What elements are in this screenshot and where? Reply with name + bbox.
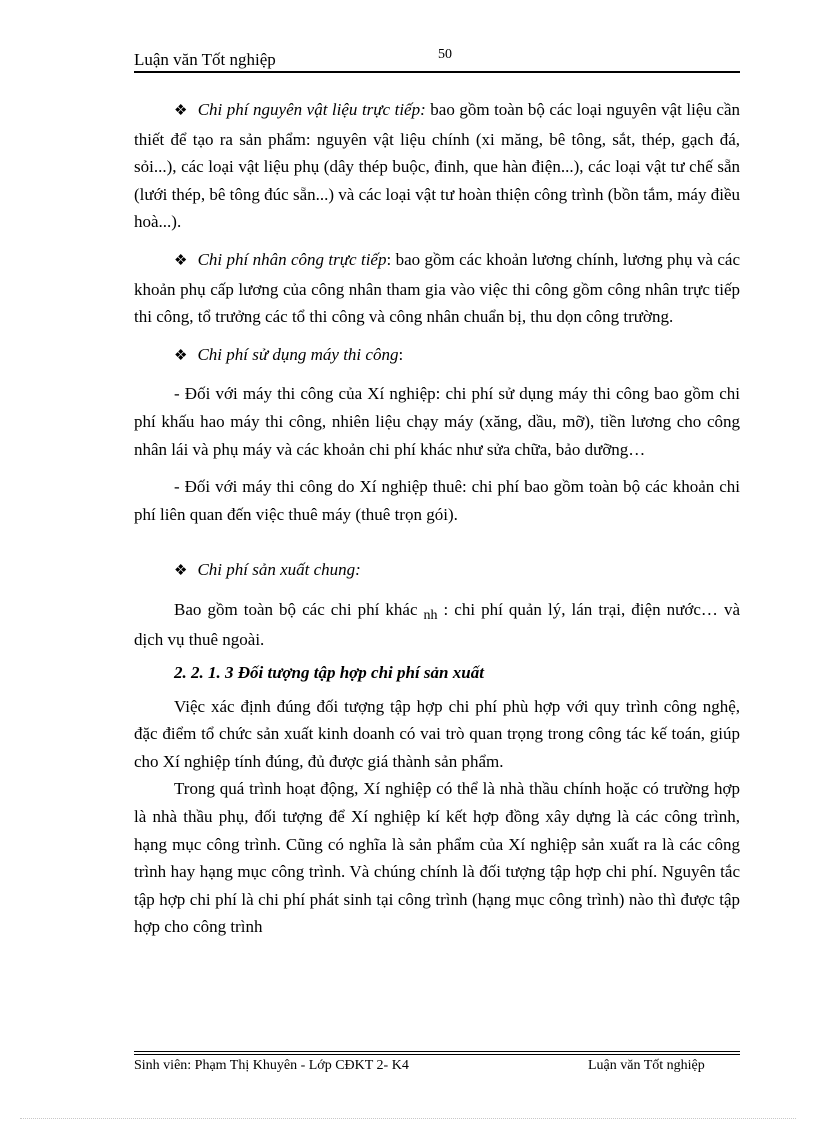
text-part-b: : chi phí quản lý, lán trại, điện nước… và dịch vụ thuê ngoài. (134, 599, 740, 649)
paragraph-bao-gom (134, 596, 740, 653)
subscript-text: nh (423, 607, 438, 623)
paragraph-nhan-cong (134, 246, 740, 331)
bullet-label: Chi phí sản xuất chung: (197, 560, 361, 580)
bullet-text: : bao gồm các khoản lương chính, lương phụ và các khoản phụ cấp lương của công nhân tham gia vào việc thi công gồm công nhân trực tiếp thi công, tổ trưởng các tổ thi công và công nhân chuẩn bị, thu dọn công trường. (134, 249, 740, 327)
bullet-label: Chi phí nguyên vật liệu trực tiếp: (197, 100, 426, 119)
paragraph-qua-trinh: Trong quá trình hoạt động, Xí nghiệp có thể là nhà thầu chính hoặc có trường hợp là nhà thầu phụ, đối tượng để Xí nghiệp kí kết hợp đồng xây dựng là các công trình, hạng mục công trình. Cũng có nghĩa là sản phẩm của Xí nghiệp sản xuất ra là các công trình hay hạng mục công trình. Và chúng chính là đối tượng tập hợp chi phí. Nguyên tắc tập hợp chi phí là chi phí phát sinh tại công trình (hạng mục công trình) nào thì được tập hợp cho công trình (134, 779, 740, 937)
diamond-bullet-icon: ❖ (174, 563, 188, 580)
paragraph-may-thi-cong (134, 341, 740, 371)
paragraph-nvl-truc-tiep (134, 96, 740, 236)
text-part-a: Bao gồm toàn bộ các chi phí khác (174, 599, 418, 619)
page-number: 50 (438, 47, 452, 62)
footer-title: Luận văn Tốt nghiệp (588, 1058, 705, 1073)
diamond-bullet-icon: ❖ (174, 252, 188, 269)
section-heading: 2. 2. 1. 3 Đối tượng tập hợp chi phí sản xuất (174, 663, 484, 683)
paragraph-sx-chung (134, 556, 740, 586)
bullet-label: Chi phí sử dụng máy thi công (197, 344, 399, 364)
page-edge (20, 1118, 796, 1119)
paragraph-may-thue: - Đối với máy thi công do Xí nghiệp thuê: chi phí bao gồm toàn bộ các khoản chi phí liên quan đến việc thuê máy (thuê trọn gói). (134, 477, 740, 524)
paragraph-may-xi-nghiep: - Đối với máy thi công của Xí nghiệp: chi phí sử dụng máy thi công bao gồm chi phí khấu hao máy thi công, nhiên liệu chạy máy (xăng, dầu, mỡ), tiền lương cho công nhân lái và phụ máy và các khoản chi phí khác như sửa chữa, bảo dưỡng… (134, 384, 740, 459)
diamond-bullet-icon: ❖ (174, 103, 188, 119)
bullet-text: bao gồm toàn bộ các loại nguyên vật liệu cần thiết để tạo ra sản phẩm: nguyên vật liệu chính (xi măng, bê tông, sắt, thép, gạch đá, sỏi...), các loại vật liệu phụ (dây thép buộc, đinh, que hàn điện...), các loại vật tư chế sẵn (lưới thép, bê tông đúc sẵn...) và các loại vật tư hoàn thiện công trình (bồn tắm, máy điều hoà...). (134, 100, 740, 232)
diamond-bullet-icon: ❖ (174, 347, 188, 364)
bullet-label: Chi phí nhân công trực tiếp (197, 249, 387, 269)
footer-rule (134, 1054, 740, 1055)
footer-student: Sinh viên: Phạm Thị Khuyên - Lớp CĐKT 2- K4 (134, 1058, 409, 1073)
header-title: Luận văn Tốt nghiệp (134, 50, 276, 69)
header-rule (134, 71, 740, 73)
document-body (134, 96, 740, 941)
footer-rule (134, 1051, 740, 1052)
bullet-text: : (398, 344, 404, 364)
paragraph-xac-dinh: Việc xác định đúng đối tượng tập hợp chi phí phù hợp với quy trình công nghệ, đặc điểm tổ chức sản xuất kinh doanh có vai trò quan trọng trong công tác kế toán, giúp cho Xí nghiệp tính đúng, đủ được giá thành sản phẩm. (134, 696, 740, 771)
